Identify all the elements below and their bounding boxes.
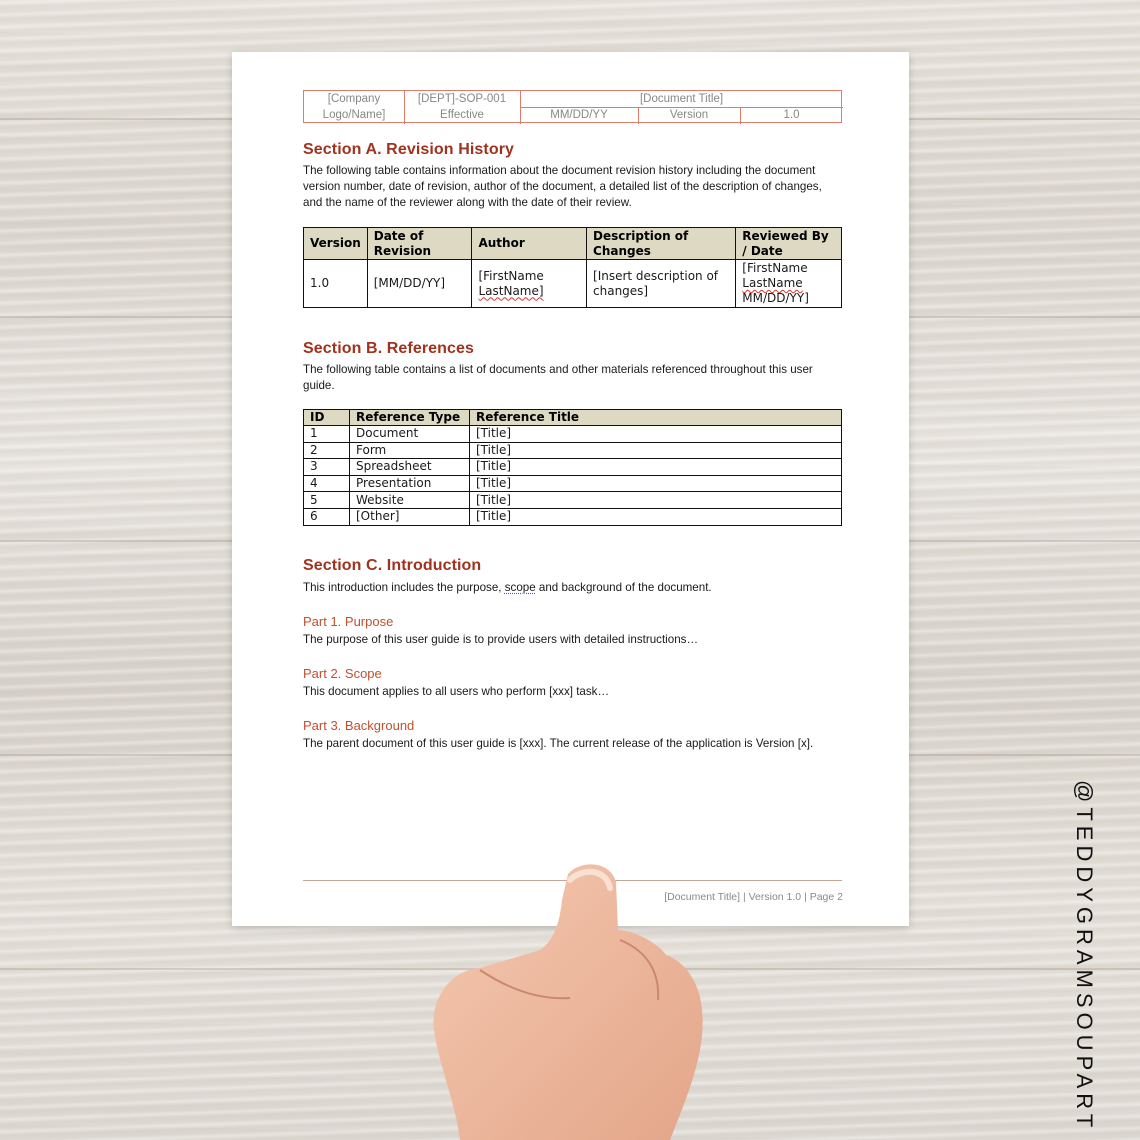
cell-type: [Other] xyxy=(350,508,470,525)
column-header: Description of Changes xyxy=(587,228,736,260)
hand-illustration xyxy=(420,860,720,1140)
cell-title: [Title] xyxy=(470,475,842,492)
header-version-value: 1.0 xyxy=(783,109,800,121)
cell-reviewer: [FirstName LastName MM/DD/YY] xyxy=(736,260,842,308)
section-a-title: Section A. Revision History xyxy=(303,141,515,158)
table-row xyxy=(304,260,842,308)
section-a-description: The following table contains information about the document revision history including the document version number, date of revision, author of the document, a detailed list of the description of changes, and the name of the reviewer along with the date of their review. xyxy=(303,164,822,209)
part-1-title: Part 1. Purpose xyxy=(303,614,394,629)
document-header xyxy=(303,90,842,123)
section-c-title: Section C. Introduction xyxy=(303,557,482,574)
cell-type: Form xyxy=(350,442,470,459)
cell-version: 1.0 xyxy=(304,260,368,308)
cell-type: Spreadsheet xyxy=(350,459,470,476)
cell-type: Website xyxy=(350,492,470,509)
table-row xyxy=(304,475,842,492)
cell-title: [Title] xyxy=(470,442,842,459)
page-footer: [Document Title] | Version 1.0 | Page 2 xyxy=(664,891,843,903)
cell-title: [Title] xyxy=(470,426,842,443)
document-page xyxy=(232,52,909,926)
column-header: Reviewed By / Date xyxy=(736,228,842,260)
part-2-title: Part 2. Scope xyxy=(303,666,382,681)
table-row xyxy=(304,492,842,509)
cell-id: 3 xyxy=(304,459,350,476)
cell-id: 2 xyxy=(304,442,350,459)
part-2-text: This document applies to all users who perform [xxx] task… xyxy=(303,685,610,698)
cell-type: Presentation xyxy=(350,475,470,492)
table-row xyxy=(304,442,842,459)
cell-id: 1 xyxy=(304,426,350,443)
column-header: ID xyxy=(304,410,350,426)
cell-id: 5 xyxy=(304,492,350,509)
cell-date: [MM/DD/YY] xyxy=(367,260,472,308)
section-b-description: The following table contains a list of documents and other materials referenced throughout this user guide. xyxy=(303,363,813,392)
cell-title: [Title] xyxy=(470,492,842,509)
column-header: Author xyxy=(472,228,587,260)
header-effective-date: MM/DD/YY xyxy=(550,109,608,121)
section-b-title: Section B. References xyxy=(303,340,475,357)
cell-author: [FirstName LastName] xyxy=(472,260,587,308)
header-effective-label: Effective xyxy=(440,109,484,121)
cell-id: 6 xyxy=(304,508,350,525)
column-header: Version xyxy=(304,228,368,260)
cell-id: 4 xyxy=(304,475,350,492)
table-row xyxy=(304,508,842,525)
column-header: Reference Title xyxy=(470,410,842,426)
table-row xyxy=(304,459,842,476)
watermark-handle: @TEDDYGRAMSOUPART xyxy=(1072,780,1097,1133)
cell-title: [Title] xyxy=(470,508,842,525)
cell-description: [Insert description of changes] xyxy=(587,260,736,308)
column-header: Reference Type xyxy=(350,410,470,426)
section-c-description: This introduction includes the purpose, scope and background of the document. xyxy=(303,581,712,594)
header-company: [Company Logo/Name] xyxy=(322,93,386,121)
cell-title: [Title] xyxy=(470,459,842,476)
header-doc-id: [DEPT]-SOP-001 xyxy=(417,93,507,105)
references-table xyxy=(303,409,842,526)
table-row xyxy=(304,426,842,443)
column-header: Date of Revision xyxy=(367,228,472,260)
cell-type: Document xyxy=(350,426,470,443)
header-doc-title: [Document Title] xyxy=(639,93,724,105)
part-1-text: The purpose of this user guide is to provide users with detailed instructions… xyxy=(303,633,699,646)
part-3-text: The parent document of this user guide is [xxx]. The current release of the application is Version [x]. xyxy=(303,737,814,750)
part-3-title: Part 3. Background xyxy=(303,718,415,733)
header-version-label: Version xyxy=(669,109,709,121)
revision-history-table xyxy=(303,227,842,308)
